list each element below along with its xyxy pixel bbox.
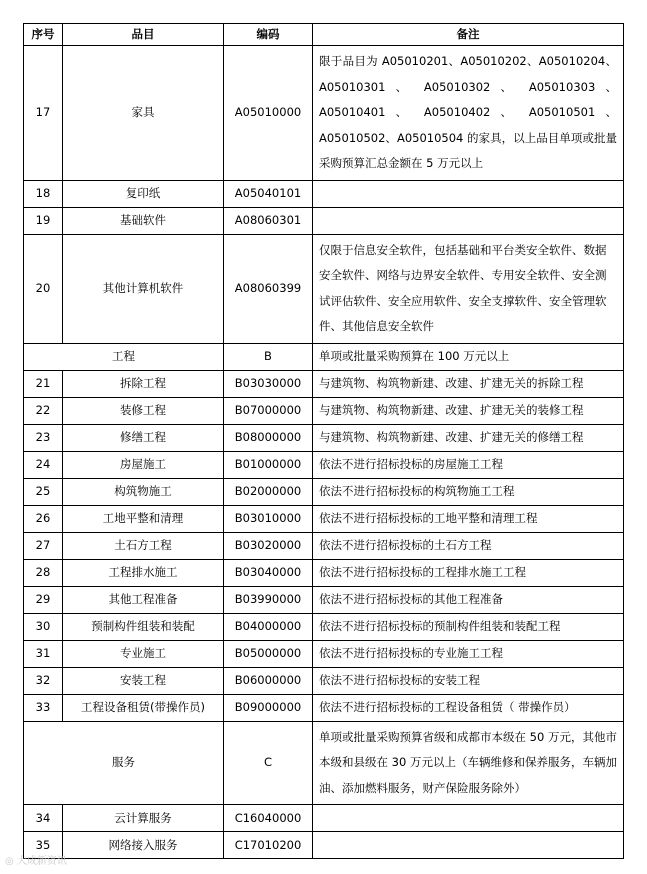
row-note: 依法不进行招标投标的构筑物施工工程 (313, 478, 624, 505)
row-note (313, 180, 624, 207)
row-note: 依法不进行招标投标的房屋施工工程 (313, 451, 624, 478)
row-code: B04000000 (224, 613, 313, 640)
table-row (24, 613, 624, 640)
table-row (24, 451, 624, 478)
row-note: 依法不进行招标投标的安装工程 (313, 667, 624, 694)
row-item: 安装工程 (63, 667, 224, 694)
row-note: 与建筑物、构筑物新建、改建、扩建无关的装修工程 (313, 397, 624, 424)
row-item: 拆除工程 (63, 370, 224, 397)
row-code: B03990000 (224, 586, 313, 613)
row-item: 其他计算机软件 (63, 234, 224, 343)
row-no: 22 (24, 397, 63, 424)
category-label: 工程 (24, 343, 224, 370)
row-no: 29 (24, 586, 63, 613)
row-code: B02000000 (224, 478, 313, 505)
row-note: 依法不进行招标投标的工程排水施工工程 (313, 559, 624, 586)
row-no: 33 (24, 694, 63, 721)
row-code: B07000000 (224, 397, 313, 424)
table-row (24, 532, 624, 559)
table-row (24, 586, 624, 613)
header-row (24, 24, 624, 46)
table-row (24, 370, 624, 397)
row-code: B05000000 (224, 640, 313, 667)
row-no: 26 (24, 505, 63, 532)
watermark: ◎ 大成新资讯 (5, 856, 67, 867)
row-code: A05010000 (224, 46, 313, 181)
table-row (24, 478, 624, 505)
row-code: B03010000 (224, 505, 313, 532)
header-item: 品目 (63, 24, 224, 46)
row-no: 35 (24, 832, 63, 859)
category-code: C (224, 721, 313, 805)
table-row (24, 805, 624, 832)
category-row-engineering (24, 343, 624, 370)
row-note: 依法不进行招标投标的土石方工程 (313, 532, 624, 559)
row-code: B06000000 (224, 667, 313, 694)
row-item: 工程排水施工 (63, 559, 224, 586)
row-note: 依法不进行招标投标的其他工程准备 (313, 586, 624, 613)
table-row (24, 640, 624, 667)
row-item: 复印纸 (63, 180, 224, 207)
row-item: 修缮工程 (63, 424, 224, 451)
row-note (313, 805, 624, 832)
row-item: 构筑物施工 (63, 478, 224, 505)
row-note: 依法不进行招标投标的专业施工工程 (313, 640, 624, 667)
row-item: 云计算服务 (63, 805, 224, 832)
category-code: B (224, 343, 313, 370)
table-row (24, 424, 624, 451)
row-no: 19 (24, 207, 63, 234)
row-no: 21 (24, 370, 63, 397)
row-item: 土石方工程 (63, 532, 224, 559)
category-note: 单项或批量采购预算省级和成都市本级在 50 万元，其他市本级和县级在 30 万元以上（车辆维修和保养服务，车辆加油、添加燃料服务，财产保险服务除外） (313, 721, 624, 805)
row-note: 与建筑物、构筑物新建、改建、扩建无关的拆除工程 (313, 370, 624, 397)
row-no: 28 (24, 559, 63, 586)
header-code: 编码 (224, 24, 313, 46)
row-item: 家具 (63, 46, 224, 181)
row-no: 32 (24, 667, 63, 694)
row-item: 预制构件组装和装配 (63, 613, 224, 640)
category-note: 单项或批量采购预算在 100 万元以上 (313, 343, 624, 370)
row-no: 31 (24, 640, 63, 667)
row-code: C17010200 (224, 832, 313, 859)
category-label: 服务 (24, 721, 224, 805)
row-item: 网络接入服务 (63, 832, 224, 859)
row-code: B03020000 (224, 532, 313, 559)
table-row (24, 234, 624, 343)
row-item: 装修工程 (63, 397, 224, 424)
header-no: 序号 (24, 24, 63, 46)
row-note (313, 207, 624, 234)
row-note: 仅限于信息安全软件，包括基础和平台类安全软件、数据安全软件、网络与边界安全软件、专用安全软件、安全测试评估软件、安全应用软件、安全支撑软件、安全管理软件、其他信息安全软件 (313, 234, 624, 343)
row-no: 24 (24, 451, 63, 478)
row-note: 依法不进行招标投标的预制构件组装和装配工程 (313, 613, 624, 640)
row-code: B01000000 (224, 451, 313, 478)
row-code: A08060399 (224, 234, 313, 343)
table-row (24, 667, 624, 694)
header-note: 备注 (313, 24, 624, 46)
row-note (313, 832, 624, 859)
row-item: 基础软件 (63, 207, 224, 234)
row-no: 18 (24, 180, 63, 207)
row-no: 34 (24, 805, 63, 832)
row-code: B09000000 (224, 694, 313, 721)
row-note: 依法不进行招标投标的工地平整和清理工程 (313, 505, 624, 532)
row-code: B08000000 (224, 424, 313, 451)
row-code: B03030000 (224, 370, 313, 397)
table-row (24, 559, 624, 586)
row-code: C16040000 (224, 805, 313, 832)
table-row (24, 207, 624, 234)
row-note: 与建筑物、构筑物新建、改建、扩建无关的修缮工程 (313, 424, 624, 451)
row-no: 25 (24, 478, 63, 505)
row-no: 23 (24, 424, 63, 451)
row-no: 20 (24, 234, 63, 343)
row-note: 依法不进行招标投标的工程设备租赁（ 带操作员） (313, 694, 624, 721)
row-item: 工程设备租赁(带操作员) (63, 694, 224, 721)
table-row (24, 832, 624, 859)
table-row (24, 46, 624, 181)
row-note: 限于品目为 A05010201、A05010202、A05010204、A05010301 、 A05010302 、 A05010303 、A05010401 、 A05010402 、 A05010501 、A05010502、A05010504 的家具，以上品目单项或批量采购预算汇总金额在 5 万元以上 (313, 46, 624, 181)
row-code: A08060301 (224, 207, 313, 234)
table-row (24, 505, 624, 532)
table-row (24, 397, 624, 424)
row-no: 17 (24, 46, 63, 181)
table-row (24, 180, 624, 207)
row-no: 27 (24, 532, 63, 559)
row-no: 30 (24, 613, 63, 640)
row-code: A05040101 (224, 180, 313, 207)
category-row-service (24, 721, 624, 805)
procurement-catalog-table (23, 23, 624, 859)
row-item: 专业施工 (63, 640, 224, 667)
row-item: 房屋施工 (63, 451, 224, 478)
row-code: B03040000 (224, 559, 313, 586)
row-item: 其他工程准备 (63, 586, 224, 613)
table-row (24, 694, 624, 721)
row-item: 工地平整和清理 (63, 505, 224, 532)
